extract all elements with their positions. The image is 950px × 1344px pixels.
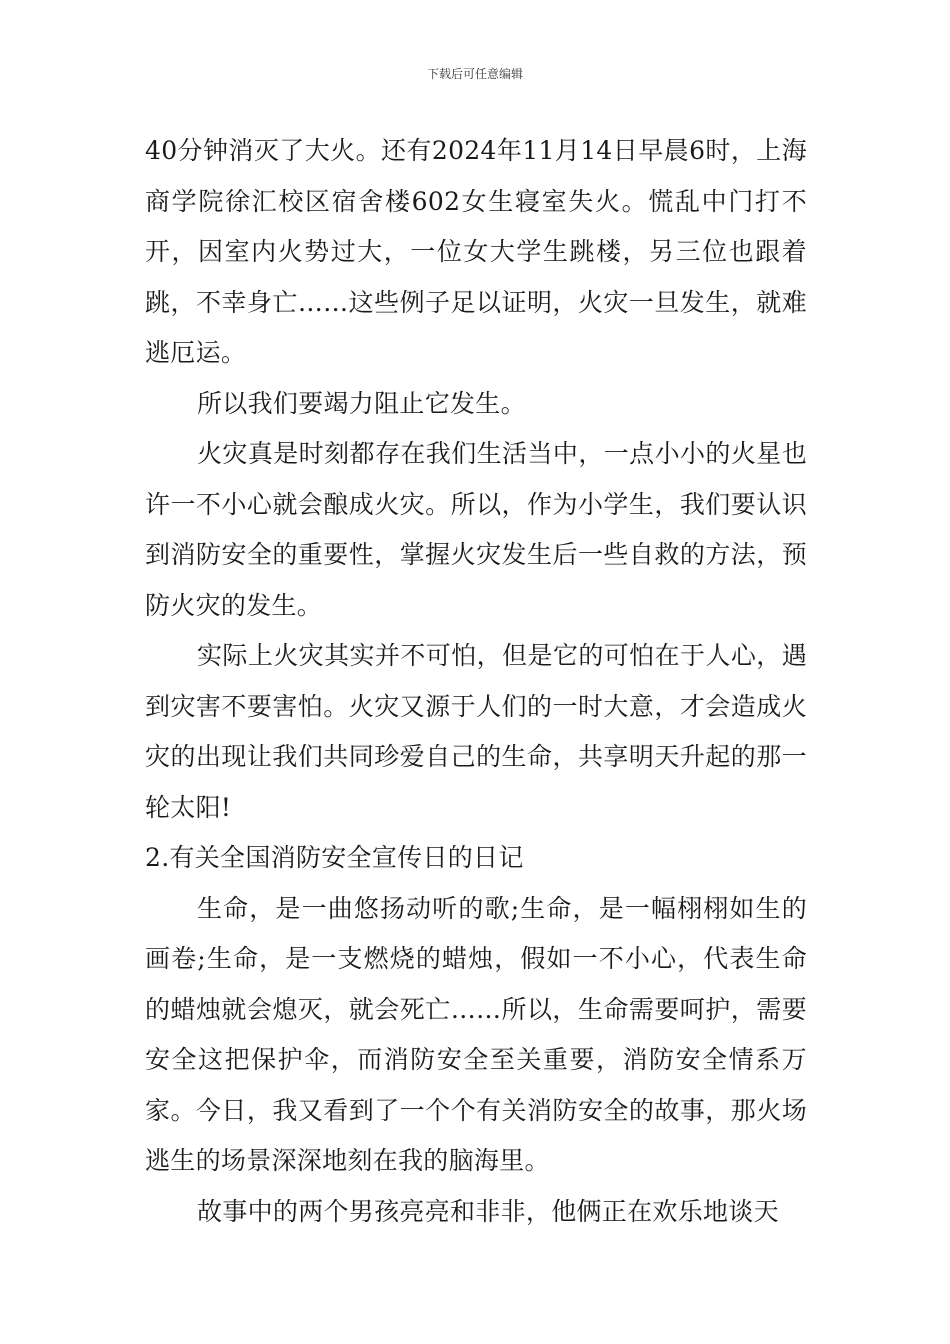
paragraph-life-metaphor: 生命，是一曲悠扬动听的歌;生命，是一幅栩栩如生的画卷;生命，是一支燃烧的蜡烛，假如一不小心，代表生命的蜡烛就会熄灭，就会死亡……所以，生命需要呵护，需要安全这把保护伞，而消防安全至关重要，消防安全情系万家。今日，我又看到了一个个有关消防安全的故事，那火场逃生的场景深深地刻在我的脑海里。 xyxy=(145,893,807,1175)
page-header: 下载后可任意编辑 xyxy=(426,67,523,81)
paragraph-prevent-fire: 所以我们要竭力阻止它发生。 xyxy=(197,388,526,418)
paragraph-fire-examples: 40分钟消灭了大火。还有2024年11月14日早晨6时，上海商学院徐汇校区宿舍楼602女生寝室失火。慌乱中门打不开，因室内火势过大，一位女大学生跳楼，另三位也跟着跳，不幸身亡……这些例子足以证明，火灾一旦发生，就难逃厄运。 xyxy=(145,136,807,367)
section-heading: 2.有关全国消防安全宣传日的日记 xyxy=(145,843,524,872)
paragraph-story-start: 故事中的两个男孩亮亮和非非，他俩正在欢乐地谈天 xyxy=(197,1196,779,1226)
document-body xyxy=(145,126,807,1237)
paragraph-fire-awareness: 火灾真是时刻都存在我们生活当中，一点小小的火星也许一不小心就会酿成火灾。所以，作为小学生，我们要认识到消防安全的重要性，掌握火灾发生后一些自救的方法，预防火灾的发生。 xyxy=(145,439,807,620)
paragraph-cherish-life: 实际上火灾其实并不可怕，但是它的可怕在于人心，遇到灾害不要害怕。火灾又源于人们的一时大意，才会造成火灾的出现让我们共同珍爱自己的生命，共享明天升起的那一轮太阳! xyxy=(145,641,807,822)
